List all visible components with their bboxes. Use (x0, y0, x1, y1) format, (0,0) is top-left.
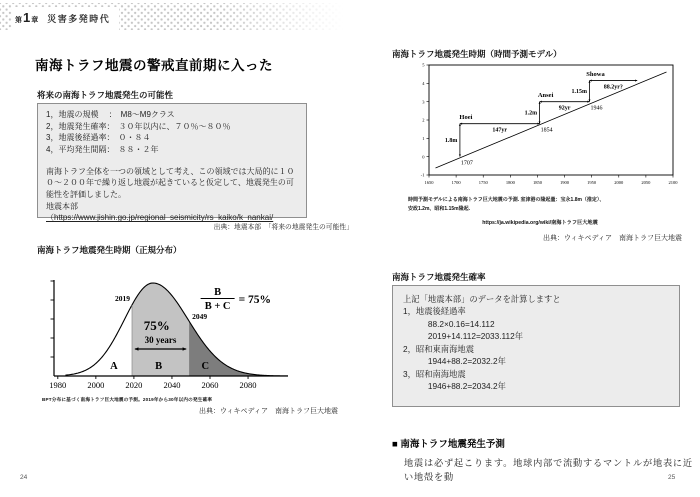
list-item: 2，地震発生確率： ３０年以内に、７０％～８０％ (46, 121, 231, 131)
time-model-caption (408, 196, 680, 215)
y-tick-label: 4 (422, 80, 425, 86)
calc-line: 2，昭和東南海地震 (403, 343, 474, 354)
x-tick-label: 2040 (163, 380, 181, 390)
x-tick-label: 2060 (201, 380, 219, 390)
y-tick-label: 3 (422, 99, 425, 105)
x-tick-label: 1650 (424, 180, 434, 185)
time-model-chart (413, 61, 685, 193)
event-year-label: 1707 (460, 160, 473, 167)
time-model-chart-svg (413, 61, 685, 193)
source-caption-dist: 出典：ウィキペディア 南海トラフ巨大地震 (198, 408, 338, 415)
region-a-label: A (110, 361, 118, 372)
chapter-title: 災害多発時代 (47, 14, 111, 24)
page-number-right: 25 (668, 474, 676, 481)
source-caption-time: 出典：ウィキペディア 南海トラフ巨大地震 (542, 235, 682, 242)
calc-line: 2019+14.112=2033.112年 (403, 331, 524, 342)
dist-chart-footnote: BPT分布に基づく南海トラフ巨大地震の予測。2019年から30年以内の発生確率 (42, 397, 213, 402)
event-year-label: 1946 (590, 105, 603, 112)
dist-chart (38, 256, 338, 396)
heading-time-model: 南海トラフ地震発生時期（時間予測モデル） (392, 49, 562, 59)
possibility-box (37, 103, 307, 223)
source-org: 地震本部 (46, 201, 78, 211)
list-item: 3，地震後経過率： ０・８４ (46, 133, 151, 143)
x-tick-label: 2050 (641, 180, 651, 185)
page-number-left: 24 (20, 474, 28, 481)
chapter-header-band (0, 3, 358, 30)
x-tick-label: 1950 (587, 180, 597, 185)
boundary-label-2049: 2049 (192, 312, 208, 322)
event-name-hoei: Hoei (459, 114, 473, 122)
x-tick-label: 1750 (478, 180, 488, 185)
x-tick-label: 1980 (49, 380, 67, 390)
prediction-body-text: 地震は必ず起こります。地球内部で流動するマントルが地表に近い地殻を動 (404, 458, 693, 482)
formula-denominator: B + C (204, 301, 231, 312)
probability-box (392, 285, 680, 407)
heading-possibility: 将来の南海トラフ地震発生の可能性 (37, 90, 174, 100)
y-tick-label: -1 (420, 172, 425, 178)
y-tick-label: 1 (422, 135, 425, 141)
wikipedia-url[interactable]: https://ja.wikipedia.org/wiki/南海トラフ巨大地震 (482, 220, 598, 226)
region-b-percentage: 75% (143, 318, 170, 333)
calc-line: 88.2×0.16=14.112 (403, 318, 495, 329)
region-c-label: C (201, 361, 210, 372)
region-b-label: B (155, 361, 163, 372)
x-tick-label: 2000 (87, 380, 105, 390)
heading-dist-chart: 南海トラフ地震発生時期（正規分布） (37, 245, 182, 255)
calc-line: 1944+88.2=2032.2年 (403, 356, 506, 367)
x-tick-label: 2000 (614, 180, 624, 185)
x-tick-label: 2100 (668, 180, 678, 185)
dist-chart-svg (38, 256, 338, 396)
x-tick-label: 1900 (560, 180, 570, 185)
uplift-label: 1.2m (524, 110, 538, 117)
list-item: 1，地震の規模 ： M8～M9クラス (46, 110, 175, 119)
heading-prediction: ■ 南海トラフ地震発生予測 (392, 439, 505, 450)
spacer (46, 156, 298, 166)
caption-line: 安政1.2m、昭和1.15m隆起. (408, 206, 470, 213)
chapter-number: 1 (23, 10, 31, 25)
x-tick-label: 1800 (505, 180, 515, 185)
calc-line: 上記「地震本部」のデータを計算しますと (403, 294, 561, 304)
list-item: 4，平均発生間隔： ８８・２年 (46, 145, 159, 155)
boundary-label-2019: 2019 (115, 293, 130, 303)
source-caption-possibility: 出典：地震本部 「将来の地震発生の可能性」 (213, 224, 353, 231)
x-tick-label: 2080 (239, 380, 257, 390)
x-tick-label: 2020 (125, 380, 143, 390)
chapter-prefix: 第 (15, 17, 22, 24)
caption-line: 時間予測モデルによる南海トラフ巨大地震の予測. 室津港の隆起量：宝永1.8m（推定）、 (408, 197, 605, 203)
jishin-honbu-link[interactable]: （https://www.jishin.go.jp/regional_seismicity/rs_kaiko/k_nankai/ (46, 213, 274, 223)
event-year-label: 1854 (540, 127, 553, 134)
interval-30-years-label: 30 years (144, 335, 177, 345)
chapter-suffix: 章 (31, 17, 39, 24)
event-name-showa: Showa (586, 71, 605, 79)
calc-line: 3，昭和南海地震 (403, 368, 466, 379)
interval-label: 88.2yr? (603, 84, 623, 91)
possibility-paragraph: 南海トラフ全体を一つの領域として考え、この領域では大局的に１００～２００年で繰り返し地震が起きていると仮定して、地震発生の可能性を評価しました。 (46, 166, 295, 200)
formula-result: = 75% (238, 294, 272, 306)
x-tick-label: 1700 (451, 180, 461, 185)
chapter-label (12, 7, 119, 30)
formula-numerator: B (214, 287, 222, 298)
y-tick-label: 0 (422, 154, 425, 160)
calc-line: 1946+88.2=2034.2年 (403, 381, 506, 392)
interval-label: 92yr (558, 105, 571, 112)
calc-line: 1，地震後経過率 (403, 306, 466, 317)
interval-label: 147yr (492, 127, 508, 134)
page-title: 南海トラフ地震の警戒直前期に入った (35, 58, 273, 73)
y-tick-label: 5 (422, 62, 425, 68)
uplift-label: 1.15m (571, 89, 587, 96)
heading-probability: 南海トラフ地震発生確率 (392, 272, 486, 282)
y-tick-label: 2 (422, 117, 425, 123)
x-tick-label: 1850 (532, 180, 542, 185)
uplift-label: 1.8m (444, 138, 458, 145)
event-name-ansei: Ansei (537, 92, 554, 100)
